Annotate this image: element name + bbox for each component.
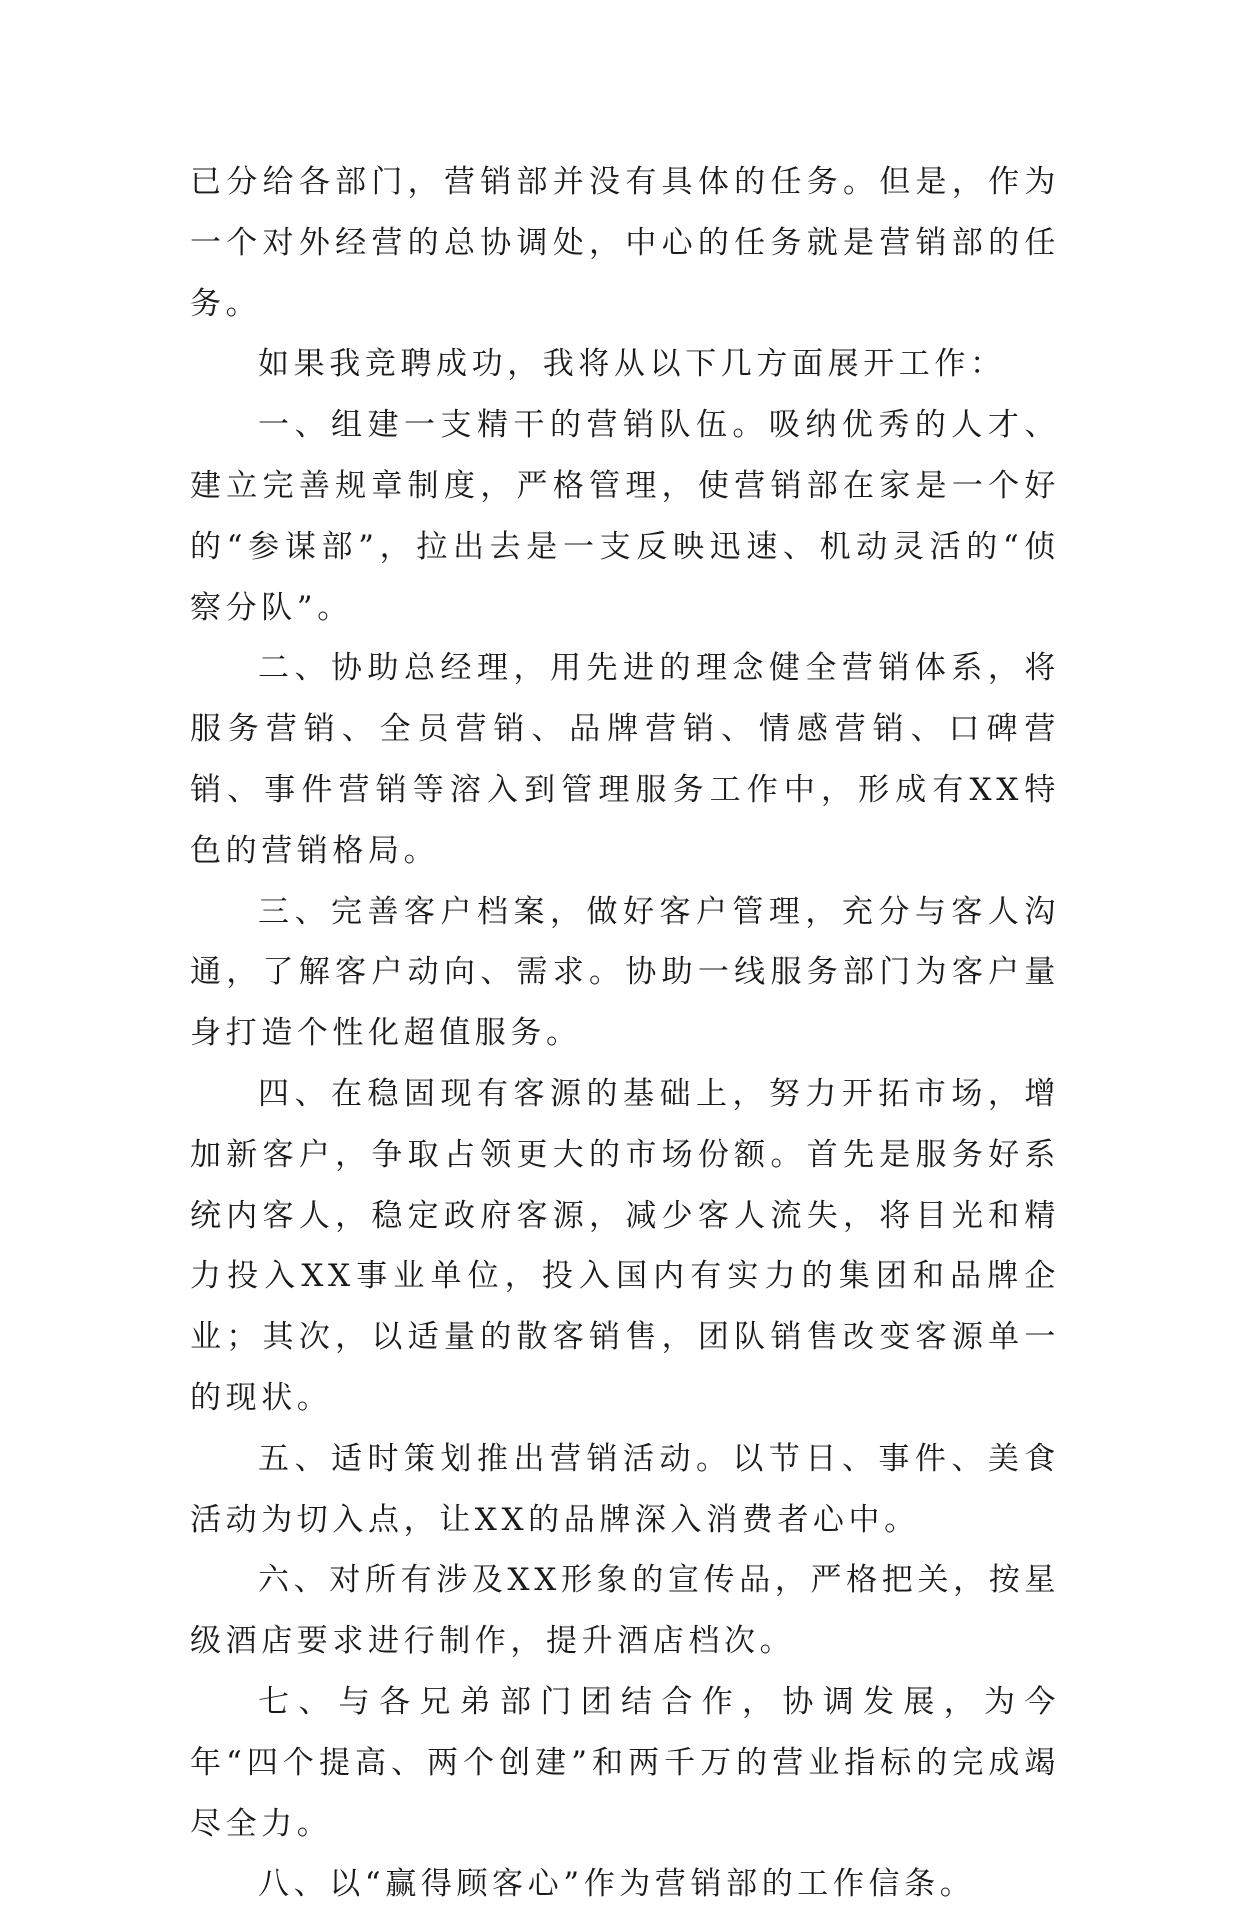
paragraph-intro: 如果我竞聘成功，我将从以下几方面展开工作： bbox=[258, 346, 1006, 383]
paragraph-continuation: 已分给各部门，营销部并没有具体的任务。但是，作为一个对外经营的总协调处，中心的任务就是营销部的任务。 bbox=[190, 164, 1060, 322]
paragraph-item-3: 三、完善客户档案，做好客户管理，充分与客人沟通，了解客户动向、需求。协助一线服务部门为客户量身打造个性化超值服务。 bbox=[190, 893, 1060, 1052]
paragraph-item-5: 五、适时策划推出营销活动。以节日、事件、美食活动为切入点，让XX的品牌深入消费者心中。 bbox=[190, 1440, 1060, 1538]
paragraph-item-2: 二、协助总经理，用先进的理念健全营销体系，将服务营销、全员营销、品牌营销、情感营销、口碑营销、事件营销等溶入到管理服务工作中，形成有XX特色的营销格局。 bbox=[190, 650, 1060, 869]
document-body bbox=[190, 152, 1060, 1915]
paragraph-item-6: 六、对所有涉及XX形象的宣传品，严格把关，按星级酒店要求进行制作，提升酒店档次。 bbox=[190, 1562, 1060, 1660]
paragraph-item-1: 一、组建一支精干的营销队伍。吸纳优秀的人才、建立完善规章制度，严格管理，使营销部在家是一个好的“参谋部”，拉出去是一支反映迅速、机动灵活的“侦察分队”。 bbox=[190, 407, 1060, 626]
paragraph-item-7: 七、与各兄弟部门团结合作，协调发展，为今年“四个提高、两个创建”和两千万的营业指标的完成竭尽全力。 bbox=[190, 1683, 1060, 1842]
paragraph-item-4: 四、在稳固现有客源的基础上，努力开拓市场，增加新客户，争取占领更大的市场份额。首先是服务好系统内客人，稳定政府客源，减少客人流失，将目光和精力投入XX事业单位，投入国内有实力的集团和品牌企业；其次，以适量的散客销售，团队销售改变客源单一的现状。 bbox=[190, 1075, 1060, 1416]
paragraph-item-8: 八、以“赢得顾客心”作为营销部的工作信条。 bbox=[258, 1866, 976, 1903]
